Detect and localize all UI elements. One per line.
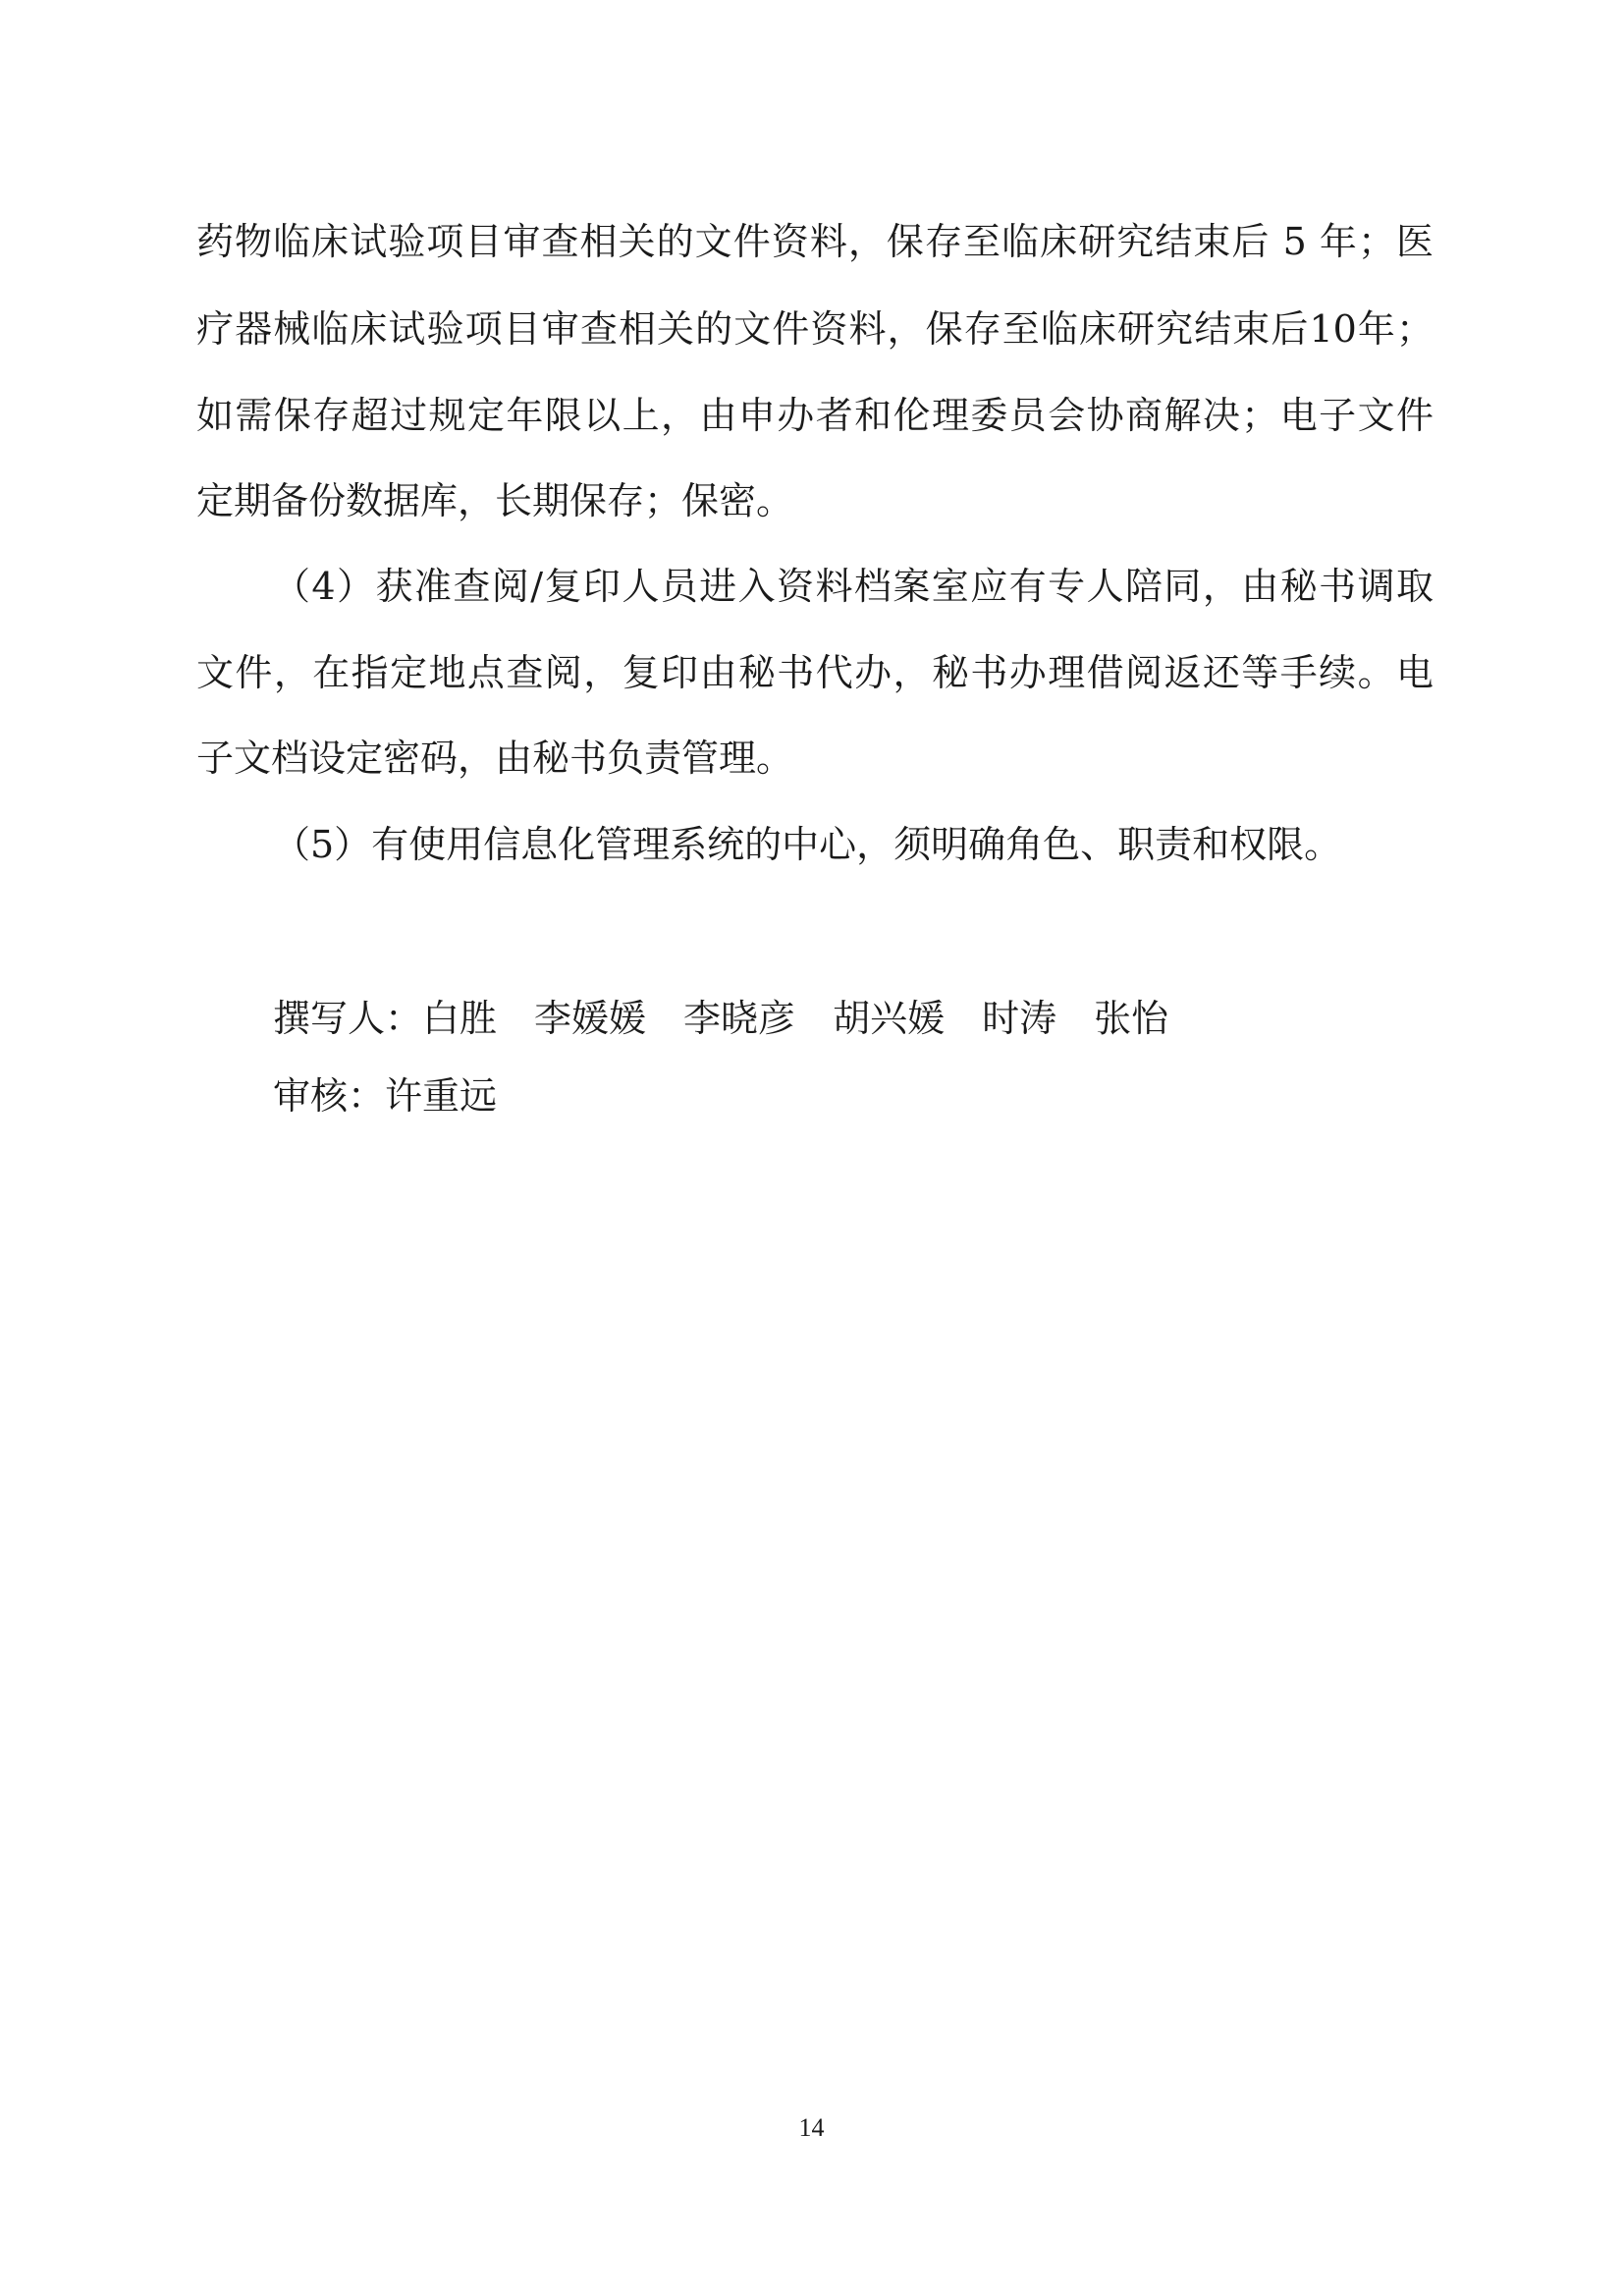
- author-name: 胡兴媛: [833, 997, 946, 1040]
- paragraph-1-line-4: 定期备份数据库，长期保存；保密。: [196, 479, 794, 522]
- paragraph-1-line-3: 如需保存超过规定年限以上，由申办者和伦理委员会协商解决；电子文件: [196, 394, 1434, 437]
- authors-line: [273, 995, 1206, 1042]
- authors-label: 撰写人：: [273, 997, 423, 1040]
- paragraph-1-line-2: 疗器械临床试验项目审查相关的文件资料，保存至临床研究结束后10年；: [196, 307, 1434, 351]
- author-name: 李媛媛: [534, 997, 647, 1040]
- author-name: 李晓彦: [683, 997, 796, 1040]
- paragraph-2-line-2: 文件，在指定地点查阅，复印由秘书代办，秘书办理借阅返还等手续。电: [196, 651, 1434, 694]
- author-name: 时涛: [982, 997, 1057, 1040]
- reviewer-label: 审核：: [273, 1074, 386, 1118]
- reviewer-name: 许重远: [385, 1074, 498, 1118]
- author-name: 白胜: [422, 997, 498, 1040]
- paragraph-2-line-1: （4）获准查阅/复印人员进入资料档案室应有专人陪同，由秘书调取: [273, 565, 1434, 608]
- paragraph-1-line-1: 药物临床试验项目审查相关的文件资料，保存至临床研究结束后 5 年；医: [196, 220, 1434, 263]
- paragraph-2-line-3: 子文档设定密码，由秘书负责管理。: [196, 737, 794, 780]
- paragraph-3-line-1: （5）有使用信息化管理系统的中心，须明确角色、职责和权限。: [273, 823, 1342, 866]
- reviewer-line: [273, 1072, 497, 1120]
- page-number: 14: [798, 2113, 825, 2142]
- author-name: 张怡: [1094, 997, 1169, 1040]
